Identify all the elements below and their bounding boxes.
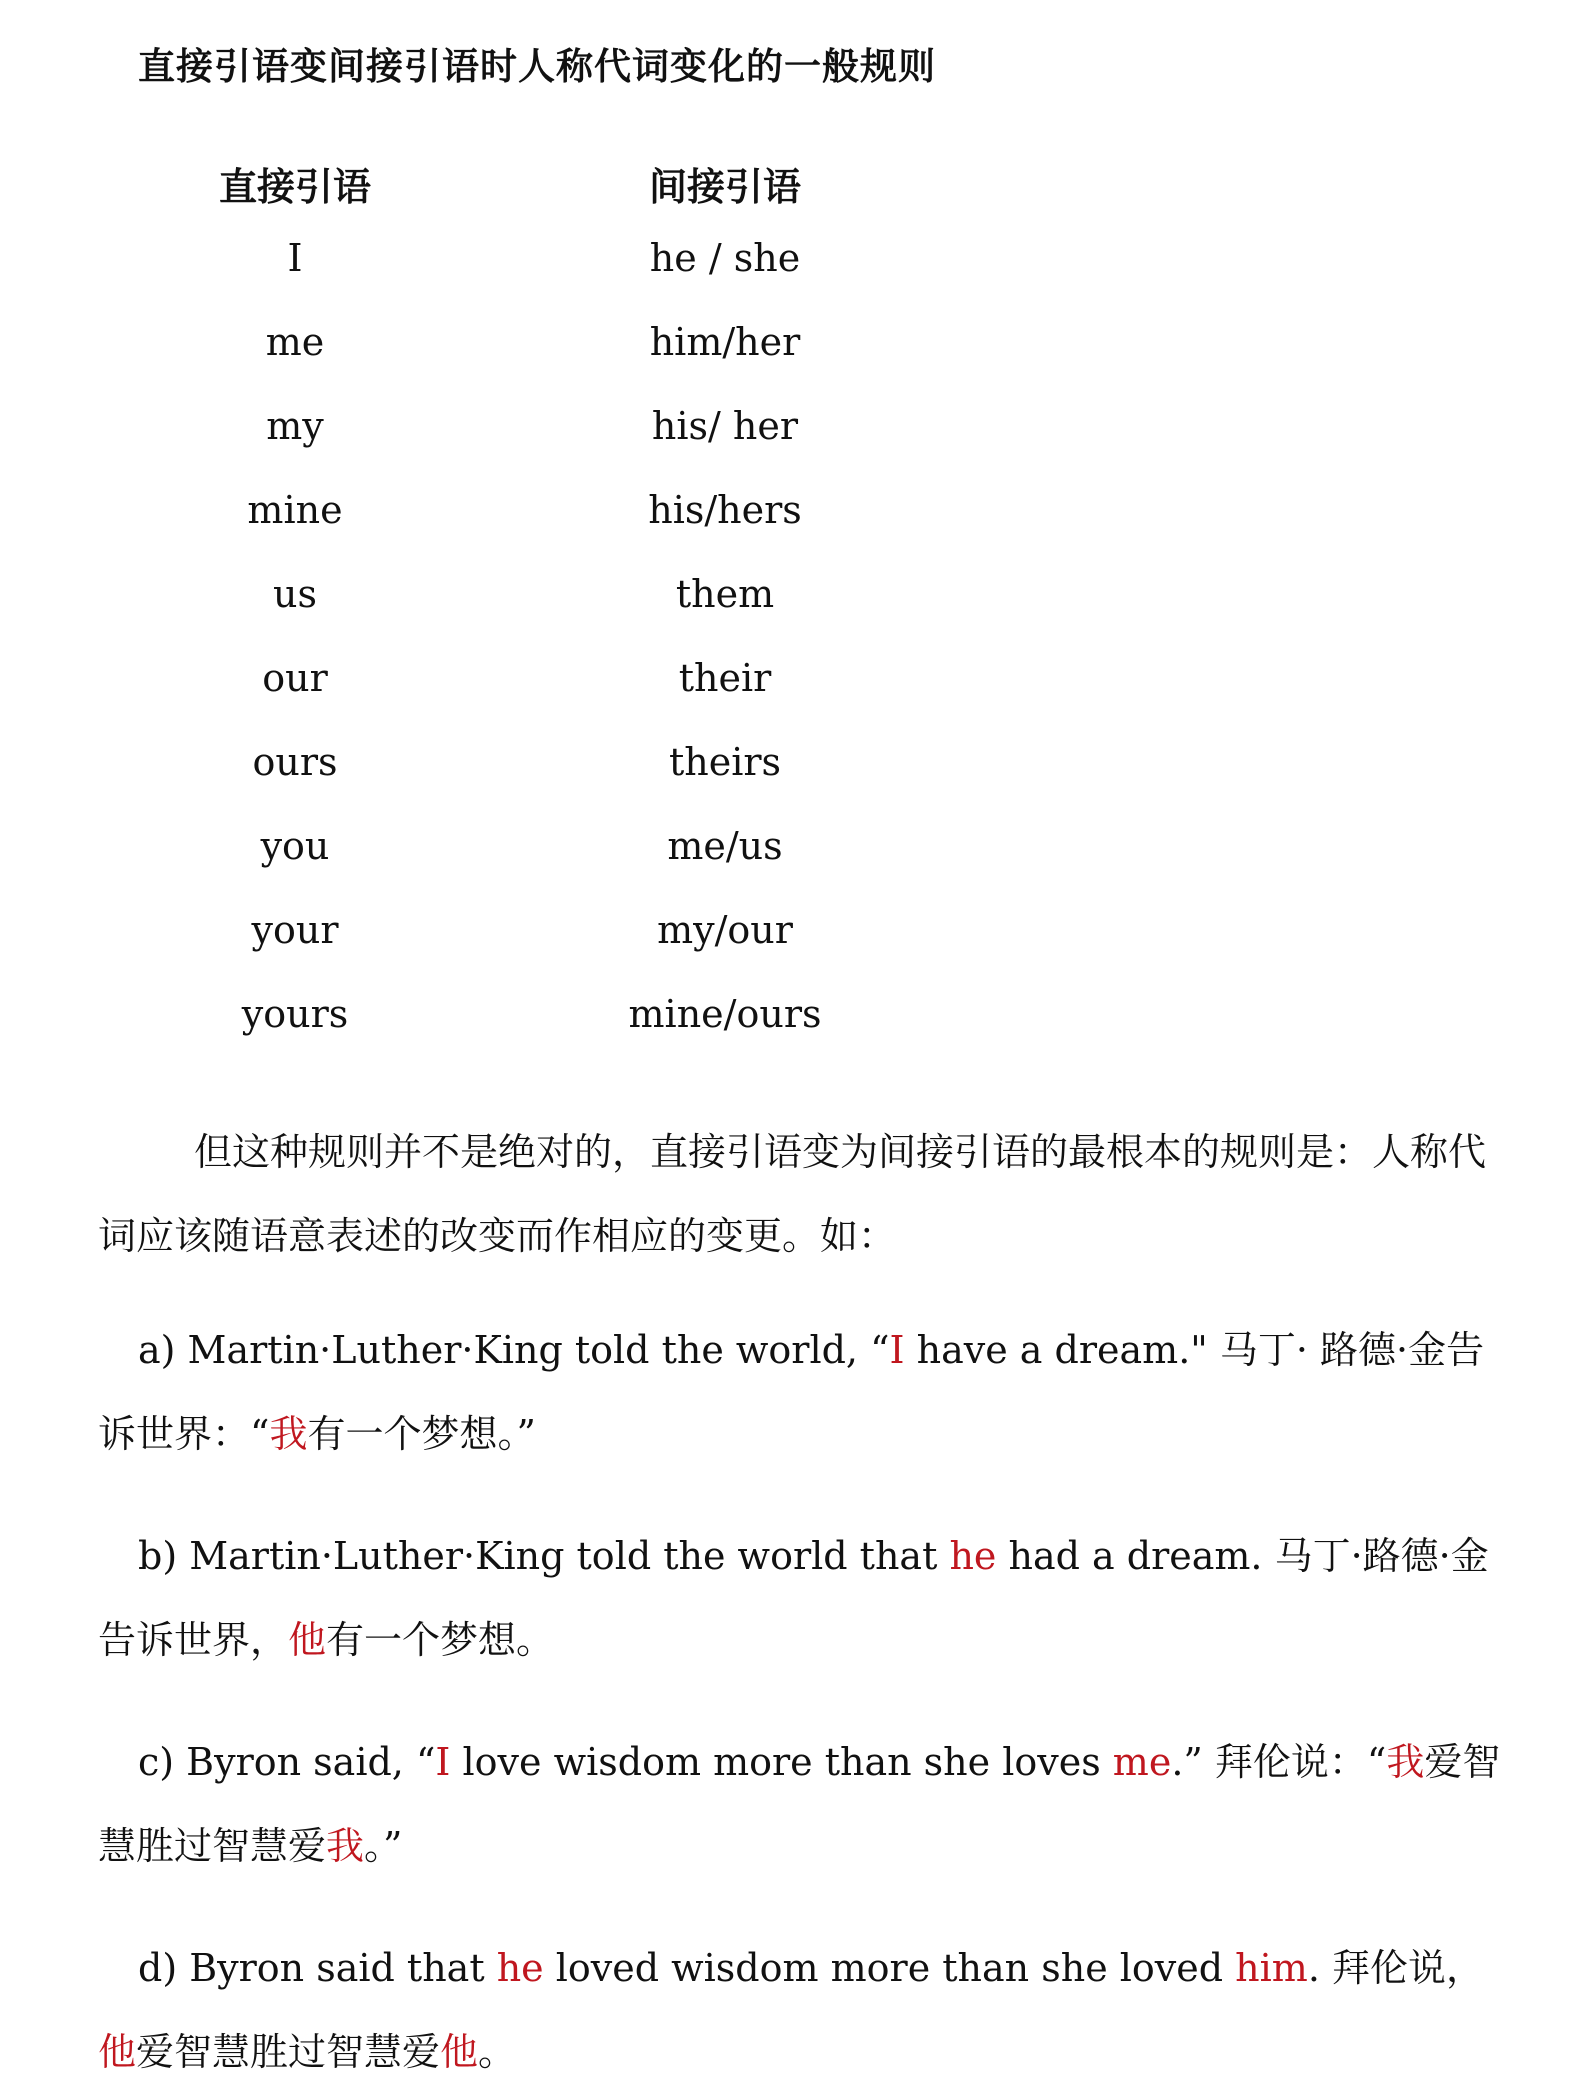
direct-pronoun: me <box>265 320 325 364</box>
highlighted-pronoun: me <box>1112 1740 1172 1784</box>
example-text: have a dream." 马丁· 路德·金告诉世界：“ <box>98 1328 1485 1456</box>
table-row <box>160 216 860 300</box>
direct-pronoun: mine <box>247 488 343 532</box>
example-text: a) Martin·Luther·King told the world, “ <box>138 1328 890 1372</box>
direct-pronoun: I <box>287 236 303 280</box>
header-direct-speech: 直接引语 <box>218 164 371 209</box>
highlighted-pronoun: 他 <box>440 2030 479 2074</box>
direct-pronoun: my <box>266 404 324 448</box>
example-text: 。” <box>364 1824 403 1868</box>
table-row <box>160 300 860 384</box>
example-text: 爱智慧胜过智慧爱 <box>136 2030 441 2074</box>
example-text: loved wisdom more than she loved <box>543 1946 1236 1990</box>
direct-pronoun: you <box>260 824 330 868</box>
example-b <box>98 1514 1518 1682</box>
highlighted-pronoun: 他 <box>98 2030 137 2074</box>
highlighted-pronoun: 我 <box>269 1412 308 1456</box>
example-text: . 拜伦说， <box>1307 1946 1484 1990</box>
header-indirect-speech: 间接引语 <box>648 164 801 209</box>
example-text: had a dream. 马丁·路德·金告诉世界， <box>98 1534 1489 1662</box>
intro-paragraph: 但这种规则并不是绝对的，直接引语变为间接引语的最根本的规则是：人称代词应该随语意表述的改变而作相应的变更。如： <box>98 1130 1487 1258</box>
document-title: 直接引语变间接引语时人称代词变化的一般规则 <box>138 45 936 88</box>
table-row <box>160 384 860 468</box>
direct-pronoun: ours <box>252 740 338 784</box>
indirect-pronoun: me/us <box>667 824 783 868</box>
indirect-pronoun: their <box>678 656 772 700</box>
indirect-pronoun: mine/ours <box>628 992 822 1036</box>
pronoun-table <box>160 150 860 1056</box>
table-header-row <box>160 150 860 216</box>
example-text: 。 <box>478 2030 517 2074</box>
highlighted-pronoun: he <box>949 1534 997 1578</box>
example-text: 有一个梦想。” <box>307 1412 536 1456</box>
highlighted-pronoun: him <box>1235 1946 1308 1990</box>
indirect-pronoun: his/ her <box>651 404 799 448</box>
example-text: b) Martin·Luther·King told the world that <box>138 1534 950 1578</box>
example-d <box>98 1926 1518 2094</box>
example-text: c) Byron said, “ <box>138 1740 436 1784</box>
example-text: .” 拜伦说：“ <box>1171 1740 1387 1784</box>
table-row <box>160 552 860 636</box>
highlighted-pronoun: I <box>435 1740 451 1784</box>
indirect-pronoun: them <box>675 572 775 616</box>
highlighted-pronoun: 我 <box>1386 1740 1425 1784</box>
table-row <box>160 468 860 552</box>
highlighted-pronoun: he <box>496 1946 544 1990</box>
indirect-pronoun: my/our <box>657 908 793 952</box>
table-row <box>160 720 860 804</box>
example-text: 有一个梦想。 <box>326 1618 555 1662</box>
table-row <box>160 804 860 888</box>
direct-pronoun: our <box>262 656 328 700</box>
highlighted-pronoun: 我 <box>326 1824 365 1868</box>
table-row <box>160 972 860 1056</box>
table-row <box>160 636 860 720</box>
example-text: d) Byron said that <box>138 1946 497 1990</box>
indirect-pronoun: he / she <box>649 236 801 280</box>
example-c <box>98 1720 1518 1888</box>
direct-pronoun: us <box>273 572 317 616</box>
table-row <box>160 888 860 972</box>
indirect-pronoun: him/her <box>649 320 801 364</box>
highlighted-pronoun: I <box>889 1328 905 1372</box>
highlighted-pronoun: 他 <box>288 1618 327 1662</box>
direct-pronoun: your <box>251 908 339 952</box>
example-text: 爱智慧胜过智慧爱 <box>98 1740 1501 1868</box>
example-text: love wisdom more than she loves <box>450 1740 1113 1784</box>
indirect-pronoun: theirs <box>668 740 782 784</box>
direct-pronoun: yours <box>241 992 349 1036</box>
indirect-pronoun: his/hers <box>648 488 802 532</box>
example-a <box>98 1308 1518 1476</box>
